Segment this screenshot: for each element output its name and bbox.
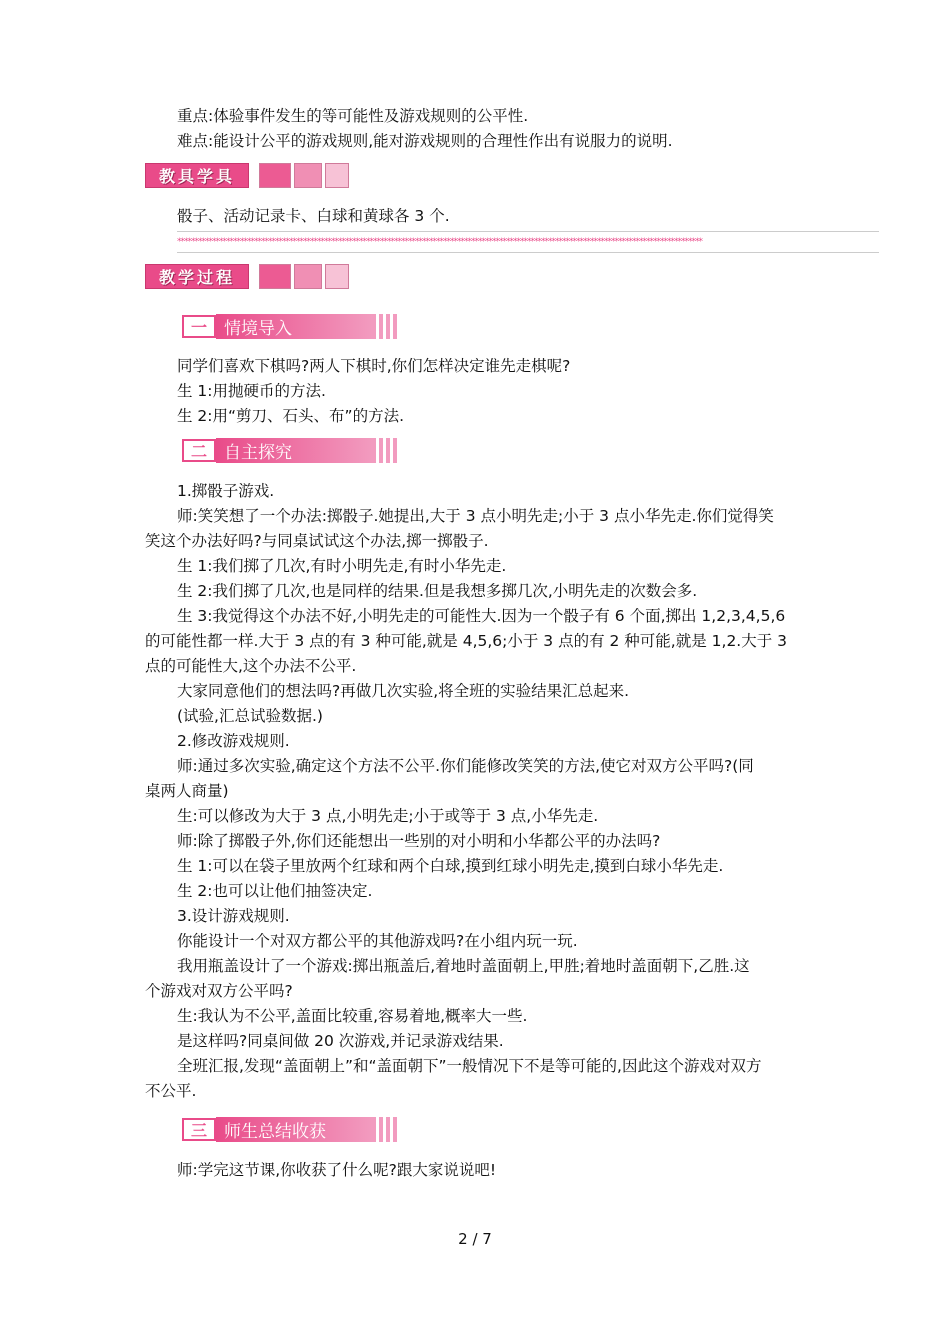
body-text-line: 生:可以修改为大于 3 点,小明先走;小于或等于 3 点,小华先走. bbox=[177, 807, 599, 825]
body-text-line: 3.设计游戏规则. bbox=[177, 907, 290, 925]
body-text-line: 师:笑笑想了一个办法:掷骰子.她提出,大于 3 点小明先走;小于 3 点小华先走.你们觉得笑 bbox=[177, 507, 774, 525]
body-text-line: 生 1:用抛硬币的方法. bbox=[177, 382, 326, 400]
decor-square bbox=[259, 163, 291, 188]
body-text-line: 生 2:也可以让他们抽签决定. bbox=[177, 882, 373, 900]
decor-bars bbox=[372, 1117, 400, 1142]
body-text-line: 生 3:我觉得这个办法不好,小明先走的可能性大.因为一个骰子有 6 个面,掷出 1,2,3,4,5,6 bbox=[177, 607, 786, 625]
decor-bars bbox=[372, 314, 400, 339]
subsection-number: 一 bbox=[182, 315, 216, 338]
section-header-tools bbox=[145, 162, 349, 189]
body-text-line: 你能设计一个对双方都公平的其他游戏吗?在小组内玩一玩. bbox=[177, 932, 578, 950]
body-text-line: 师:学完这节课,你收获了什么呢?跟大家说说吧! bbox=[177, 1161, 497, 1179]
subsection-title: 情境导入 bbox=[216, 314, 372, 339]
difficulty-line: 难点:能设计公平的游戏规则,能对游戏规则的合理性作出有说服力的说明. bbox=[177, 132, 673, 150]
subsection-header-3 bbox=[182, 1117, 400, 1142]
decor-square bbox=[294, 163, 322, 188]
body-text-line: 同学们喜欢下棋吗?两人下棋时,你们怎样决定谁先走棋呢? bbox=[177, 357, 571, 375]
body-text-line: (试验,汇总试验数据.) bbox=[177, 707, 323, 725]
body-text-line: 师:除了掷骰子外,你们还能想出一些别的对小明和小华都公平的办法吗? bbox=[177, 832, 661, 850]
dotted-separator: ****************************************************************************************************************************************************** bbox=[177, 231, 879, 253]
section-label-process: 教学过程 bbox=[145, 264, 249, 289]
subsection-title: 师生总结收获 bbox=[216, 1117, 372, 1142]
decor-square bbox=[294, 264, 322, 289]
subsection-title: 自主探究 bbox=[216, 438, 372, 463]
body-text-line: 2.修改游戏规则. bbox=[177, 732, 290, 750]
body-text-line: 个游戏对双方公平吗? bbox=[145, 982, 293, 1000]
body-text-line: 生 1:我们掷了几次,有时小明先走,有时小华先走. bbox=[177, 557, 507, 575]
body-text-line: 的可能性都一样.大于 3 点的有 3 种可能,就是 4,5,6;小于 3 点的有 2 种可能,就是 1,2.大于 3 bbox=[145, 632, 788, 650]
body-text-line: 大家同意他们的想法吗?再做几次实验,将全班的实验结果汇总起来. bbox=[177, 682, 630, 700]
page-number: 2 / 7 bbox=[458, 1230, 492, 1248]
body-text-line: 点的可能性大,这个办法不公平. bbox=[145, 657, 357, 675]
decor-square bbox=[325, 163, 349, 188]
body-text-line: 不公平. bbox=[145, 1082, 197, 1100]
body-text-line: 桌两人商量) bbox=[145, 782, 229, 800]
key-points-line: 重点:体验事件发生的等可能性及游戏规则的公平性. bbox=[177, 107, 529, 125]
subsection-header-1 bbox=[182, 314, 400, 339]
body-text-line: 1.掷骰子游戏. bbox=[177, 482, 275, 500]
subsection-header-2 bbox=[182, 438, 400, 463]
tools-content: 骰子、活动记录卡、白球和黄球各 3 个. bbox=[177, 207, 450, 225]
body-text-line: 生 2:我们掷了几次,也是同样的结果.但是我想多掷几次,小明先走的次数会多. bbox=[177, 582, 698, 600]
decor-square bbox=[259, 264, 291, 289]
body-text-line: 生 2:用“剪刀、石头、布”的方法. bbox=[177, 407, 404, 425]
body-text-line: 笑这个办法好吗?与同桌试试这个办法,掷一掷骰子. bbox=[145, 532, 489, 550]
body-text-line: 生:我认为不公平,盖面比较重,容易着地,概率大一些. bbox=[177, 1007, 528, 1025]
body-text-line: 是这样吗?同桌间做 20 次游戏,并记录游戏结果. bbox=[177, 1032, 504, 1050]
subsection-number: 三 bbox=[182, 1118, 216, 1141]
section-header-process bbox=[145, 263, 349, 290]
decor-square bbox=[325, 264, 349, 289]
section-label-tools: 教具学具 bbox=[145, 163, 249, 188]
body-text-line: 我用瓶盖设计了一个游戏:掷出瓶盖后,着地时盖面朝上,甲胜;着地时盖面朝下,乙胜.这 bbox=[177, 957, 750, 975]
decor-bars bbox=[372, 438, 400, 463]
subsection-number: 二 bbox=[182, 439, 216, 462]
body-text-line: 生 1:可以在袋子里放两个红球和两个白球,摸到红球小明先走,摸到白球小华先走. bbox=[177, 857, 724, 875]
body-text-line: 全班汇报,发现“盖面朝上”和“盖面朝下”一般情况下不是等可能的,因此这个游戏对双方 bbox=[177, 1057, 762, 1075]
body-text-line: 师:通过多次实验,确定这个方法不公平.你们能修改笑笑的方法,使它对双方公平吗?(同 bbox=[177, 757, 754, 775]
